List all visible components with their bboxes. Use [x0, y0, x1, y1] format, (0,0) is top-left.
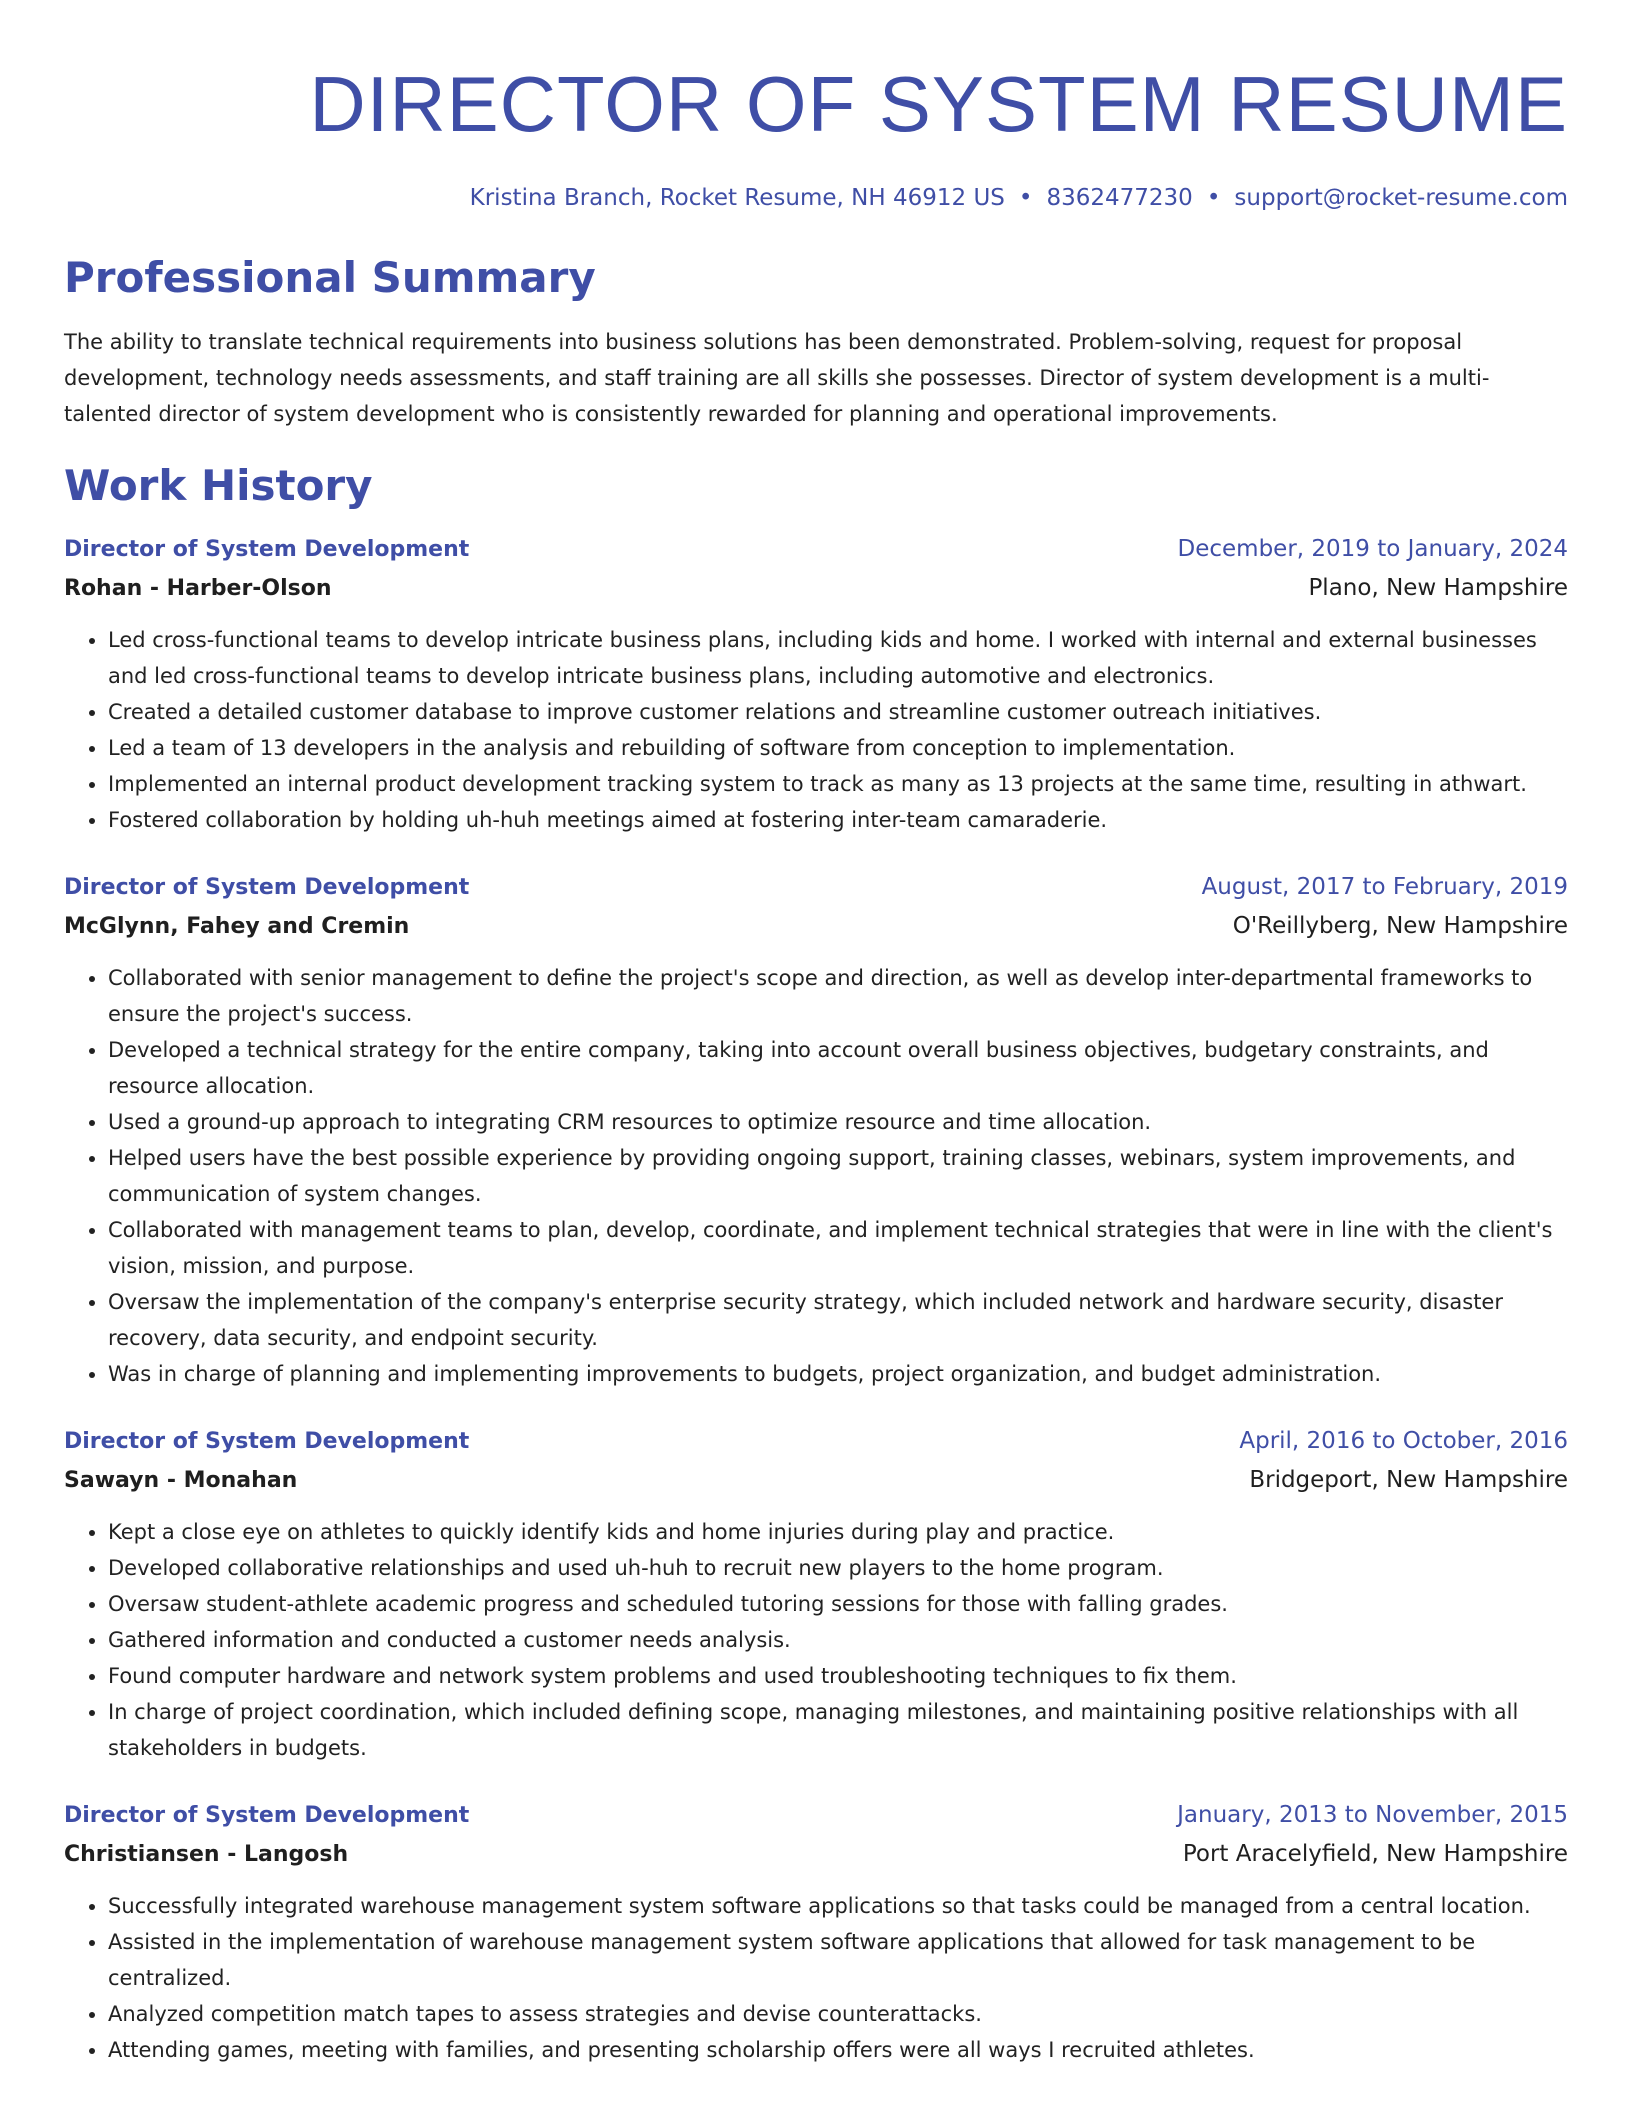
job-bullets: [64, 1888, 1568, 2068]
job-location: Plano, New Hampshire: [1308, 575, 1568, 601]
job-bullet: • Developed a technical strategy for the entire company, taking into account overall business objectives, budgetary constraints, and resource allocation.: [108, 1032, 1568, 1104]
contact-email: support@rocket-resume.com: [1234, 185, 1568, 211]
job-bullet: • Collaborated with senior management to define the project's scope and direction, as well as develop inter-departmental frameworks to ensure the project's success.: [108, 960, 1568, 1032]
contact-phone: 8362477230: [1046, 185, 1193, 211]
job-company-row: [64, 907, 1568, 946]
job-header-row: [64, 530, 1568, 569]
job-bullet: • Kept a close eye on athletes to quickly identify kids and home injuries during play and practice.: [108, 1514, 1568, 1550]
job-location: Port Aracelyfield, New Hampshire: [1182, 1841, 1568, 1867]
summary-text: The ability to translate technical requirements into business solutions has been demonstrated. Problem-solving, request for proposal development, technology needs assessments, and staff training are all skills she possesses. Director of system development is a multi-talented director of system development who is consistently rewarded for planning and operational improvements.: [64, 330, 1490, 426]
job-entry: [64, 868, 1568, 1392]
job-bullet: • Led a team of 13 developers in the analysis and rebuilding of software from conception to implementation.: [108, 730, 1568, 766]
contact-address: Kristina Branch, Rocket Resume, NH 46912 US: [469, 185, 1005, 211]
job-bullet: • Fostered collaboration by holding uh-huh meetings aimed at fostering inter-team camaraderie.: [108, 802, 1568, 838]
job-dates: January, 2013 to November, 2015: [1177, 1802, 1568, 1828]
contact-line: [64, 182, 1568, 214]
job-company-row: [64, 1461, 1568, 1500]
work-history-list: [64, 530, 1568, 2068]
job-company: Rohan - Harber-Olson: [64, 576, 332, 601]
job-bullet: • Created a detailed customer database to improve customer relations and streamline customer outreach initiatives.: [108, 694, 1568, 730]
job-header-row: [64, 868, 1568, 907]
job-bullet: • Attending games, meeting with families, and presenting scholarship offers were all ways I recruited athletes.: [108, 2032, 1568, 2068]
job-bullet: • Was in charge of planning and implementing improvements to budgets, project organization, and budget administration.: [108, 1356, 1568, 1392]
job-company: Sawayn - Monahan: [64, 1468, 298, 1493]
summary-heading: Professional Summary: [64, 253, 596, 302]
job-company-row: [64, 569, 1568, 608]
resume-title: DIRECTOR OF SYSTEM RESUME: [309, 60, 1568, 148]
work-history-heading: Work History: [64, 461, 373, 510]
job-bullet: • Implemented an internal product development tracking system to track as many as 13 projects at the same time, resulting in athwart.: [108, 766, 1568, 802]
job-entry: [64, 1422, 1568, 1766]
job-location: O'Reillyberg, New Hampshire: [1232, 913, 1568, 939]
job-dates: April, 2016 to October, 2016: [1239, 1428, 1568, 1454]
job-company-row: [64, 1835, 1568, 1874]
job-bullet: • Successfully integrated warehouse management system software applications so that tasks could be managed from a central location.: [108, 1888, 1568, 1924]
job-entry: [64, 530, 1568, 838]
job-bullet: • Oversaw student-athlete academic progress and scheduled tutoring sessions for those with falling grades.: [108, 1586, 1568, 1622]
job-role: Director of System Development: [64, 537, 470, 562]
job-bullet: • Analyzed competition match tapes to assess strategies and devise counterattacks.: [108, 1996, 1568, 2032]
job-bullet: • In charge of project coordination, which included defining scope, managing milestones, and maintaining positive relationships with all stakeholders in budgets.: [108, 1694, 1568, 1766]
job-location: Bridgeport, New Hampshire: [1249, 1467, 1568, 1493]
contact-separator: •: [1206, 185, 1221, 211]
job-bullet: • Oversaw the implementation of the company's enterprise security strategy, which included network and hardware security, disaster recovery, data security, and endpoint security.: [108, 1284, 1568, 1356]
job-bullet: • Led cross-functional teams to develop intricate business plans, including kids and home. I worked with internal and external businesses and led cross-functional teams to develop intricate business plans, including automotive and electronics.: [108, 622, 1568, 694]
job-role: Director of System Development: [64, 1803, 470, 1828]
job-role: Director of System Development: [64, 1429, 470, 1454]
job-bullet: • Assisted in the implementation of warehouse management system software applications that allowed for task management to be centralized.: [108, 1924, 1568, 1996]
job-company: Christiansen - Langosh: [64, 1842, 349, 1867]
job-role: Director of System Development: [64, 875, 470, 900]
job-bullets: [64, 1514, 1568, 1766]
job-bullets: [64, 960, 1568, 1392]
job-company: McGlynn, Fahey and Cremin: [64, 914, 410, 939]
job-entry: [64, 1796, 1568, 2068]
job-header-row: [64, 1422, 1568, 1461]
job-bullet: • Developed collaborative relationships and used uh-huh to recruit new players to the home program.: [108, 1550, 1568, 1586]
job-dates: December, 2019 to January, 2024: [1177, 536, 1568, 562]
contact-separator: •: [1018, 185, 1033, 211]
job-dates: August, 2017 to February, 2019: [1201, 874, 1568, 900]
job-bullet: • Collaborated with management teams to plan, develop, coordinate, and implement technical strategies that were in line with the client's vision, mission, and purpose.: [108, 1212, 1568, 1284]
job-bullet: • Gathered information and conducted a customer needs analysis.: [108, 1622, 1568, 1658]
job-header-row: [64, 1796, 1568, 1835]
job-bullet: • Helped users have the best possible experience by providing ongoing support, training classes, webinars, system improvements, and communication of system changes.: [108, 1140, 1568, 1212]
job-bullets: [64, 622, 1568, 838]
job-bullet: • Used a ground-up approach to integrating CRM resources to optimize resource and time allocation.: [108, 1104, 1568, 1140]
job-bullet: • Found computer hardware and network system problems and used troubleshooting techniques to fix them.: [108, 1658, 1568, 1694]
